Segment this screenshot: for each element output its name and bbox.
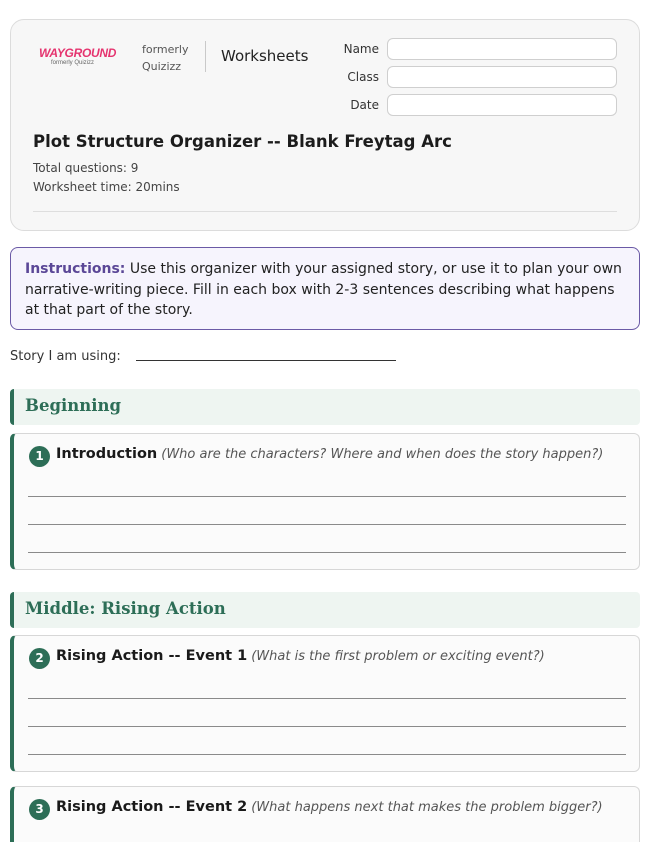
question-title	[56, 446, 603, 462]
total-questions: Total questions: 9	[33, 161, 139, 175]
worksheet-header	[10, 19, 640, 231]
worksheet-title: Plot Structure Organizer -- Blank Freytag Arc	[33, 132, 452, 151]
instructions-lead: Instructions:	[25, 261, 126, 277]
question-number-badge: 3	[29, 799, 50, 820]
section-title: Middle: Rising Action	[25, 599, 226, 618]
date-label: Date	[350, 98, 379, 112]
story-answer-line[interactable]	[136, 360, 396, 361]
worksheet-time: Worksheet time: 20mins	[33, 180, 180, 194]
header-rule	[33, 211, 617, 212]
answer-line[interactable]	[28, 726, 626, 727]
name-label: Name	[343, 42, 379, 56]
logo-text: WAYGROUND	[39, 46, 117, 60]
story-label: Story I am using:	[10, 349, 121, 364]
formerly-text: formerly	[142, 43, 189, 56]
question-card-3	[10, 786, 640, 842]
name-field[interactable]	[387, 38, 617, 60]
question-title-text: Introduction	[56, 446, 158, 462]
answer-line[interactable]	[28, 524, 626, 525]
answer-line[interactable]	[28, 698, 626, 699]
date-field[interactable]	[387, 94, 617, 116]
worksheets-label: Worksheets	[221, 47, 309, 65]
question-title	[56, 799, 603, 815]
header-divider	[205, 41, 206, 72]
question-card-2	[10, 635, 640, 772]
question-title-text: Rising Action -- Event 2	[56, 799, 248, 815]
instructions-box	[10, 247, 640, 330]
quizizz-text: Quizizz	[142, 60, 182, 73]
question-title	[56, 648, 545, 664]
class-field[interactable]	[387, 66, 617, 88]
class-label: Class	[347, 70, 379, 84]
answer-line[interactable]	[28, 552, 626, 553]
answer-line[interactable]	[28, 496, 626, 497]
question-prompt: (What happens next that makes the problem bigger?)	[251, 800, 603, 815]
wayground-logo	[39, 46, 125, 72]
section-title: Beginning	[25, 396, 122, 415]
section-beginning	[10, 389, 640, 425]
formerly-quizizz	[142, 41, 189, 75]
question-card-1	[10, 433, 640, 570]
question-prompt: (Who are the characters? Where and when does the story happen?)	[161, 447, 604, 462]
instructions-text: Use this organizer with your assigned story, or use it to plan your own narrative-writing piece. Fill in each box with 2-3 sentences describing what happens at that part of the story.	[25, 261, 622, 318]
question-number-badge: 2	[29, 648, 50, 669]
logo-subtext: formerly Quizizz	[51, 60, 95, 66]
question-prompt: (What is the first problem or exciting event?)	[251, 649, 545, 664]
section-rising-action	[10, 592, 640, 628]
question-title-text: Rising Action -- Event 1	[56, 648, 248, 664]
question-number-badge: 1	[29, 446, 50, 467]
answer-line[interactable]	[28, 754, 626, 755]
